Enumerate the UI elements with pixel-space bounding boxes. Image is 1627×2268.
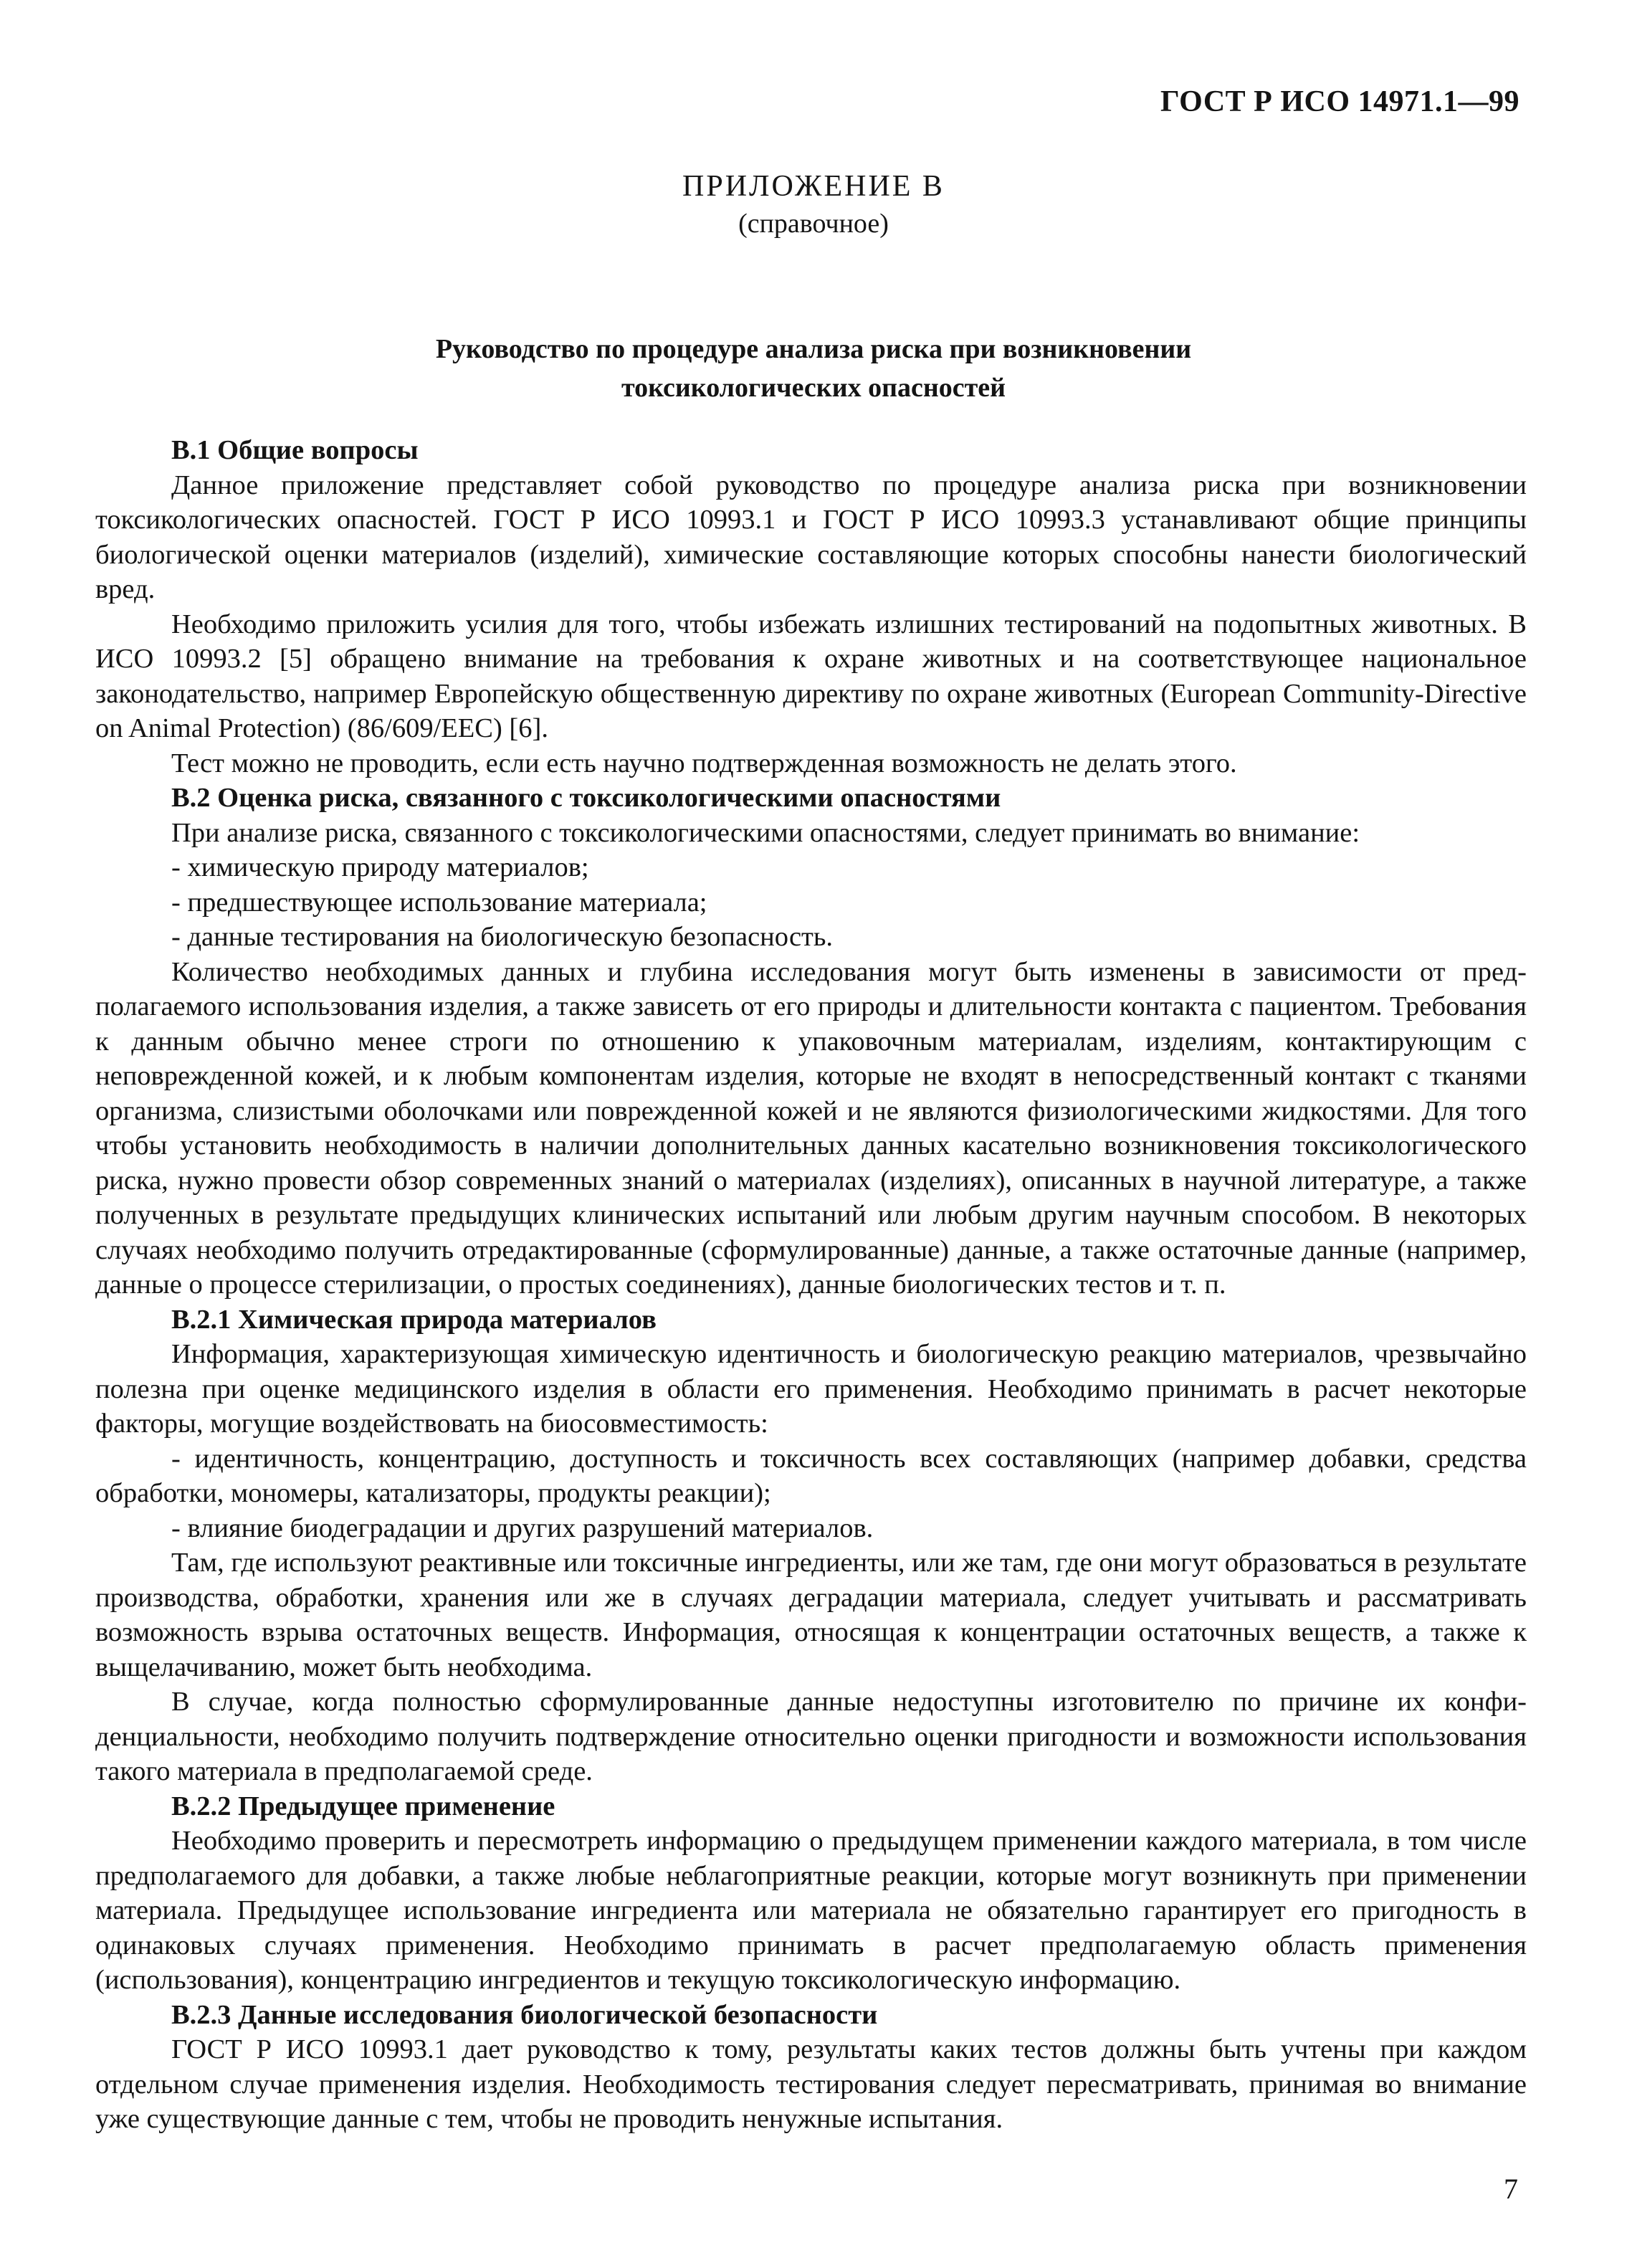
paragraph: Данное приложение представляет собой руководство по процедуре анализа риска при возникновении токсикологических опасностей. ГОСТ Р ИСО 10993.1 и ГОСТ Р ИСО 10993.3 устанавливают общие принципы биологической оценки материалов (изделий), химические составляющие которых способны нанести биологический вред. [95,470,1527,604]
list-item: - предшествующее использование материала; [171,887,707,918]
paragraph: При анализе риска, связанного с токсикологическими опасностями, следует принимать во внимание: [171,817,1360,848]
paragraph: Там, где используют реактивные или токсичные ингредиенты, или же там, где они могут образоваться в результате производства, обработки, хранения или же в случаях деградации материала, следует учитывать и рассматривать возможность взрыва остаточных веществ. Информация, относящая к концентрации остаточных веществ, а также к выщелачиванию, может быть необходима. [95,1548,1527,1682]
appendix-kind: (справочное) [738,209,889,239]
appendix-title: ПРИЛОЖЕНИЕ В [682,170,945,203]
paragraph: ГОСТ Р ИСО 10993.1 дает руководство к тому, результаты каких тестов должны быть учтены при каждом отдельном случае применения изделия. Необходимость тестирования следует пересматривать, принимая во внимание уже существующие данные с тем, чтобы не проводить ненужные испытания. [95,2034,1527,2134]
paragraph: Необходимо проверить и пересмотреть информацию о предыдущем применении каждого материала, в том числе предполагаемого для добавки, а также любые неблагоприятные реакции, которые могут возникнуть при применении материала. Предыдущее использование ингредиента или материала не обязательно гарантирует его пригодность в одинаковых случаях применения. Необходимо принимать в расчет предполагаемую область применения (использования), концентрацию ингредиентов и текущую токсикологическую информацию. [95,1826,1527,1995]
document-code: ГОСТ Р ИСО 14971.1—99 [1160,85,1519,118]
list-item: - химическую природу материалов; [171,852,589,882]
document-title [0,330,1627,407]
page-number: 7 [1504,2173,1518,2205]
section-heading-b1: В.1 Общие вопросы [171,435,419,465]
document-body [95,433,1527,2137]
section-heading-b2: В.2 Оценка риска, связанного с токсикологическими опасностями [171,783,1001,813]
document-title-line-1: Руководство по процедуре анализа риска при возникновении [435,334,1192,364]
section-heading-b22: В.2.2 Предыдущее применение [171,1791,555,1821]
paragraph: Тест можно не проводить, если есть научно подтвержденная возможность не делать этого. [171,748,1237,778]
paragraph: В случае, когда полностью сформулированные данные недоступны изготовителю по причине их конфиденциальности, необходимо получить подтверждение относительно оценки пригодности и возможности использования такого материала в предполагаемой среде. [95,1687,1527,1786]
list-item: - влияние биодеградации и других разрушений материалов. [171,1512,874,1543]
section-heading-b21: В.2.1 Химическая природа материалов [171,1304,657,1335]
list-item: - данные тестирования на биологическую безопасность. [171,922,834,952]
section-heading-b23: В.2.3 Данные исследования биологической безопасности [171,1999,878,2030]
paragraph: Информация, характеризующая химическую идентичность и биологическую реакцию материалов, чрезвычайно полезна при оценке медицинского изделия в области его применения. Необходимо принимать в расчет некоторые факторы, могущие воздействовать на биосовместимость: [95,1339,1527,1439]
paragraph: Необходимо приложить усилия для того, чтобы избежать излишних тестирований на подопытных животных. В ИСО 10993.2 [5] обращено внимание на требования к охране животных и на соответствующее национальное законодательство, например Европейскую общественную директиву по охране животных (European Community-Directive on Animal Protection) (86/609/EEC) [6]. [95,609,1527,743]
paragraph: Количество необходимых данных и глубина исследования могут быть изменены в зависимости от предполагаемого использования изделия, а также зависеть от его природы и длительности контакта с пациентом. Требования к данным обычно менее строги по отношению к упаковочным материалам, изделиям, контактирующим с неповрежденной кожей, и к любым компонентам изделия, которые не входят в непосредственный контакт с тканями организма, слизистыми оболочками или поврежденной кожей и не являются физиологическими жидкостями. Для того чтобы установить необходимость в наличии дополнительных данных касательно возникновения токсикологического риска, нужно провести обзор современных знаний о материалах (изделиях), описанных в научной литературе, а также полученных в результате предыдущих клинических испытаний или любым другим научным способом. В некоторых случаях необходимо получить отредактированные (сформулированные) данные, а также остаточные данные (например, данные о процессе стерилизации, о простых соединениях), данные биологических тестов и т. п. [95,956,1527,1300]
document-title-line-2: токсикологических опасностей [621,373,1006,403]
list-item: - идентичность, концентрацию, доступность и токсичность всех составляющих (например добавки, средства обработки, мономеры, катализаторы, продукты реакции); [95,1443,1527,1508]
